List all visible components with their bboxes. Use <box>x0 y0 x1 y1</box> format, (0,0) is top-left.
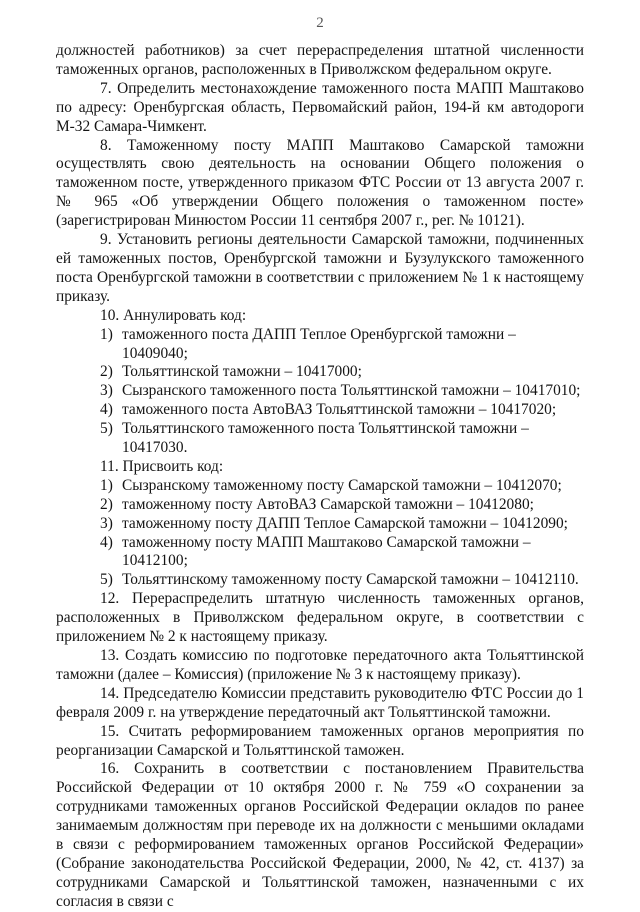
paragraph-14: 14. Председателю Комиссии представить руководителю ФТС России до 1 февраля 2009 г. на утверждение передаточный акт Тольяттинской таможни. <box>56 684 584 721</box>
list-item-number: 3) <box>100 514 113 532</box>
list-item-text: Сызранского таможенного поста Тольяттинской таможни – 10417010; <box>122 382 581 400</box>
list-item <box>56 515 584 534</box>
list-item <box>56 363 584 382</box>
list-item-number: 3) <box>100 382 113 400</box>
list-item <box>56 420 584 458</box>
annul-code-list <box>56 326 584 458</box>
list-item <box>56 571 584 590</box>
list-item-number: 5) <box>100 571 113 589</box>
list-item <box>56 382 584 401</box>
list-item <box>56 326 584 364</box>
paragraph-13: 13. Создать комиссию по подготовке передаточного акта Тольяттинской таможни (далее – Комиссия) (приложение № 3 к настоящему приказу). <box>56 647 584 683</box>
list-item <box>56 401 584 420</box>
list-item-text: Тольяттинскому таможенному посту Самарской таможни – 10412110. <box>122 571 579 589</box>
list-item-number: 4) <box>100 533 113 551</box>
list-item <box>56 534 584 572</box>
page-number: 2 <box>316 15 324 31</box>
paragraph-15: 15. Считать реформированием таможенных органов мероприятия по реорганизации Самарской и Тольяттинской таможен. <box>56 722 584 759</box>
paragraph-11: 11. Присвоить код: <box>100 457 224 475</box>
list-item-number: 1) <box>100 325 113 343</box>
paragraph-continuation: должностей работников) за счет перераспределения штатной численности таможенных органов, расположенных в Приволжском федеральном округе. <box>56 42 584 78</box>
list-item-text: таможенного поста ДАПП Теплое Оренбургской таможни – 10409040; <box>122 325 516 362</box>
list-item-text: Тольяттинского таможенного поста Тольяттинской таможни – 10417030. <box>122 420 529 457</box>
paragraph-10: 10. Аннулировать код: <box>100 306 247 324</box>
list-item-number: 2) <box>100 495 113 513</box>
paragraph-12: 12. Перераспределить штатную численность таможенных органов, расположенных в Приволжском федеральном округе, в соответствии с приложением № 2 к настоящему приказу. <box>56 590 584 646</box>
document-body <box>56 42 584 912</box>
paragraph-16: 16. Сохранить в соответствии с постановлением Правительства Российской Федерации от 10 октября 2000 г. № 759 «О сохранении за сотрудниками таможенных органов Российской Федерации окладов по ранее занимаемым должностям при переводе их на должности с меньшими окладами в связи с реформированием таможенных органов Российской Федерации» (Собрание законодательства Российской Федерации, 2000, № 42, ст. 4137) за сотрудниками Самарской и Тольяттинской таможен, назначенными с их согласия в связи с <box>56 760 584 910</box>
paragraph-9: 9. Установить регионы деятельности Самарской таможни, подчиненных ей таможенных постов, Оренбургской таможни и Бузулукского таможенного поста Оренбургской таможни в соответствии с приложением № 1 к настоящему приказу. <box>56 231 584 305</box>
list-item-number: 2) <box>100 363 113 381</box>
list-item <box>56 477 584 496</box>
paragraph-8: 8. Таможенному посту МАПП Маштаково Самарской таможни осуществлять свою деятельность на основании Общего положения о таможенном посте, утвержденного приказом ФТС России от 13 августа 2007 г. № 965 «Об утверждении Общего положения о таможенном посте» (зарегистрирован Минюстом России 11 сентября 2007 г., рег. № 10121). <box>56 136 584 230</box>
list-item-text: таможенному посту МАПП Маштаково Самарской таможни – 10412100; <box>122 533 531 570</box>
paragraph-7: 7. Определить местонахождение таможенного поста МАПП Маштаково по адресу: Оренбургская область, Первомайский район, 194-й км автодороги М-32 Самара-Чимкент. <box>56 79 584 135</box>
list-item-number: 5) <box>100 420 113 438</box>
list-item-text: Сызранскому таможенному посту Самарской таможни – 10412070; <box>122 476 562 494</box>
list-item-number: 1) <box>100 476 113 494</box>
list-item-text: таможенному посту АвтоВАЗ Самарской таможни – 10412080; <box>122 495 534 513</box>
list-item-text: таможенного поста АвтоВАЗ Тольяттинской таможни – 10417020; <box>122 401 557 419</box>
list-item-text: таможенному посту ДАПП Теплое Самарской таможни – 10412090; <box>122 514 568 532</box>
assign-code-list <box>56 477 584 590</box>
list-item-number: 4) <box>100 401 113 419</box>
list-item <box>56 496 584 515</box>
list-item-text: Тольяттинской таможни – 10417000; <box>122 363 362 381</box>
